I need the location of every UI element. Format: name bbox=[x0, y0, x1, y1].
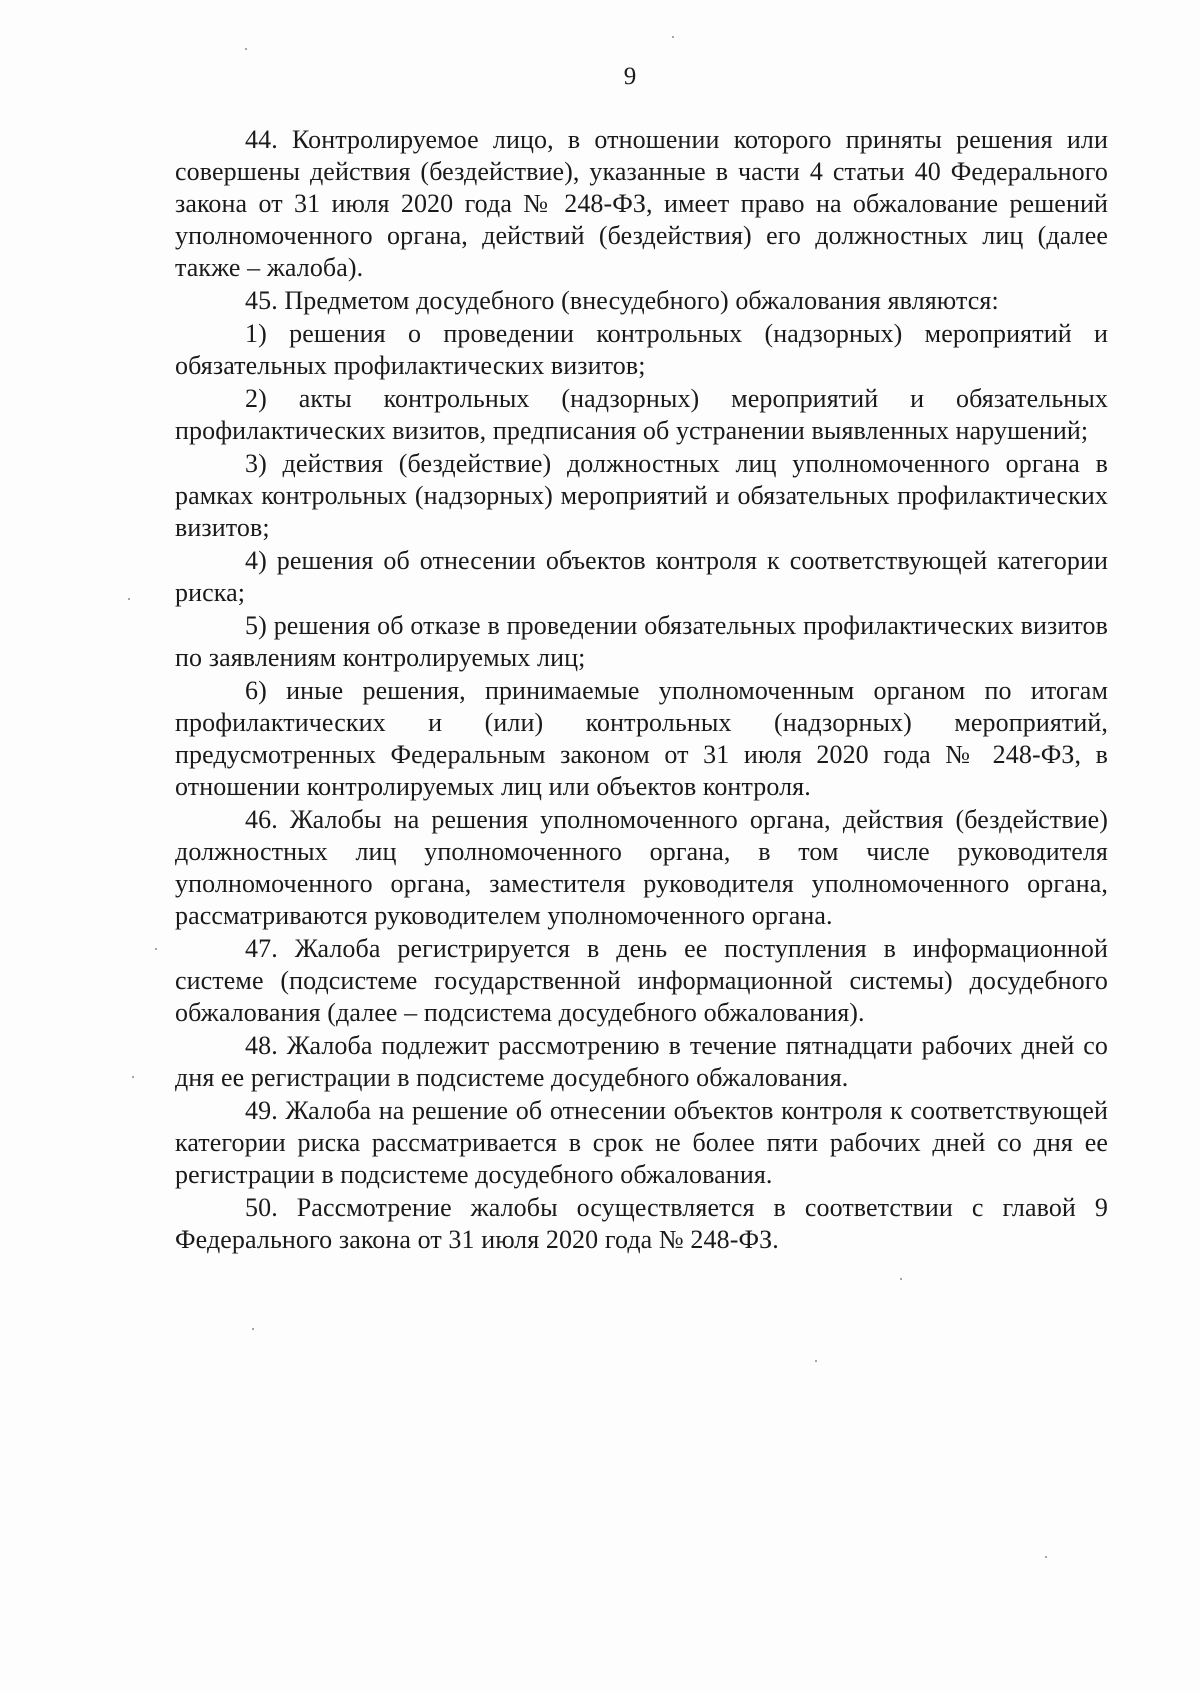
scan-speck bbox=[815, 1360, 817, 1362]
scan-speck bbox=[128, 598, 130, 600]
list-item-3: 3) действия (бездействие) должностных лиц уполномоченного органа в рамках контрольных (надзорных) мероприятий и обязательных профилактических визитов; bbox=[175, 449, 1108, 542]
document-body bbox=[175, 124, 1108, 1256]
scan-speck bbox=[900, 1278, 902, 1280]
scan-speck bbox=[252, 1328, 254, 1330]
scan-speck bbox=[1045, 1556, 1047, 1558]
scan-speck bbox=[672, 36, 674, 38]
scan-speck bbox=[155, 948, 157, 950]
paragraph-48: 48. Жалоба подлежит рассмотрению в течение пятнадцати рабочих дней со дня ее регистрации в подсистеме досудебного обжалования. bbox=[175, 1031, 1108, 1092]
list-item-4: 4) решения об отнесении объектов контроля к соответствующей категории риска; bbox=[175, 546, 1108, 607]
paragraph-47: 47. Жалоба регистрируется в день ее поступления в информационной системе (подсистеме государственной информационной системы) досудебного обжалования (далее – подсистема досудебного обжалования). bbox=[175, 934, 1108, 1027]
paragraph-49: 49. Жалоба на решение об отнесении объектов контроля к соответствующей категории риска рассматривается в срок не более пяти рабочих дней со дня ее регистрации в подсистеме досудебного обжалования. bbox=[175, 1096, 1108, 1189]
list-item-2: 2) акты контрольных (надзорных) мероприятий и обязательных профилактических визитов, предписания об устранении выявленных нарушений; bbox=[175, 384, 1108, 445]
page-number: 9 bbox=[623, 63, 637, 90]
list-item-1: 1) решения о проведении контрольных (надзорных) мероприятий и обязательных профилактических визитов; bbox=[175, 319, 1108, 380]
paragraph-45: 45. Предметом досудебного (внесудебного) обжалования являются: bbox=[245, 286, 999, 315]
list-item-6: 6) иные решения, принимаемые уполномоченным органом по итогам профилактических и (или) контрольных (надзорных) мероприятий, предусмотренных Федеральным законом от 31 июля 2020 года № 248-ФЗ, в отношении контролируемых лиц или объектов контроля. bbox=[175, 676, 1108, 801]
scan-speck bbox=[132, 1076, 134, 1078]
list-item-5: 5) решения об отказе в проведении обязательных профилактических визитов по заявлениям контролируемых лиц; bbox=[175, 611, 1108, 672]
paragraph-50: 50. Рассмотрение жалобы осуществляется в соответствии с главой 9 Федерального закона от 31 июля 2020 года № 248-ФЗ. bbox=[175, 1193, 1108, 1254]
scan-speck bbox=[245, 48, 247, 50]
paragraph-44: 44. Контролируемое лицо, в отношении которого приняты решения или совершены действия (бездействие), указанные в части 4 статьи 40 Федерального закона от 31 июля 2020 года № 248-ФЗ, имеет право на обжалование решений уполномоченного органа, действий (бездействия) его должностных лиц (далее также – жалоба). bbox=[175, 125, 1108, 282]
paragraph-46: 46. Жалобы на решения уполномоченного органа, действия (бездействие) должностных лиц уполномоченного органа, в том числе руководителя уполномоченного органа, заместителя руководителя уполномоченного органа, рассматриваются руководителем уполномоченного органа. bbox=[175, 805, 1108, 930]
